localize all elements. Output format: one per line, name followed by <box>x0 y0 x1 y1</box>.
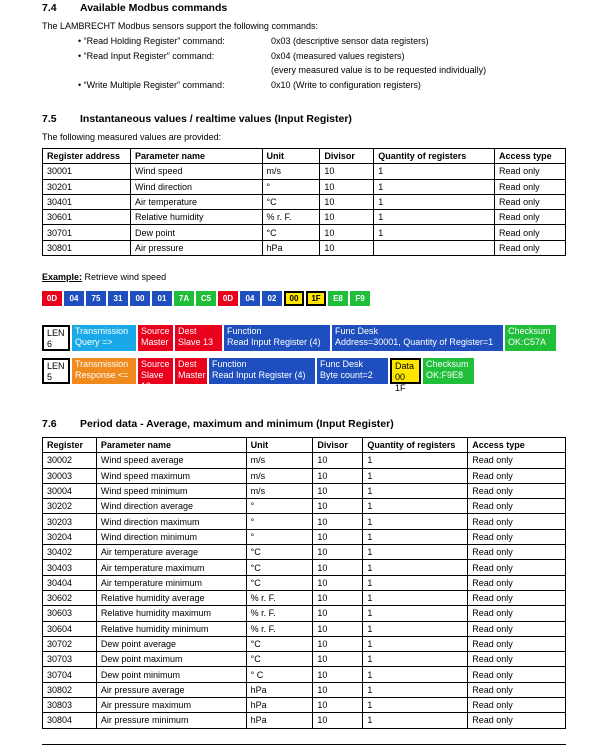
table-cell: 10 <box>313 545 363 560</box>
frame-cell-label: Dest <box>178 326 197 336</box>
table-cell: 10 <box>313 560 363 575</box>
table-cell: Read only <box>468 590 566 605</box>
frame-cell <box>138 358 173 391</box>
byte-cell: 31 <box>108 291 128 306</box>
table-cell: 10 <box>313 514 363 529</box>
section-number: 7.6 <box>42 418 57 430</box>
frame-cell-value: Query => <box>75 337 113 347</box>
table-cell: Wind speed <box>130 164 262 179</box>
example-text: Retrieve wind speed <box>82 272 167 282</box>
table-cell: 1 <box>363 667 468 682</box>
table-cell: % r. F. <box>246 606 313 621</box>
table-cell: 30703 <box>43 652 97 667</box>
table-cell: 1 <box>363 713 468 728</box>
table-cell: Relative humidity average <box>96 590 246 605</box>
byte-cell: 1F <box>306 291 326 306</box>
frame-cell-label: Checksum <box>508 326 551 336</box>
table-cell: Read only <box>468 514 566 529</box>
table-cell: Wind speed maximum <box>96 468 246 483</box>
table-cell: 30603 <box>43 606 97 621</box>
table-cell <box>374 240 495 255</box>
command-name: • “Read Input Register” command: <box>78 51 215 61</box>
command-note: (every measured value is to be requested individually) <box>271 65 487 75</box>
table-row <box>43 636 566 651</box>
table-cell: m/s <box>246 453 313 468</box>
table-row <box>43 179 566 194</box>
table-cell: °C <box>246 575 313 590</box>
frame-cell-value: Master <box>178 370 206 380</box>
table-cell: 10 <box>313 636 363 651</box>
table-row <box>43 621 566 636</box>
example-caption <box>42 272 166 282</box>
byte-cell: 00 <box>130 291 150 306</box>
frame-cell-value: OK:F9E8 <box>426 370 464 380</box>
frame-cell <box>423 358 474 384</box>
table-cell: Air temperature <box>130 194 262 209</box>
byte-cell: 04 <box>64 291 84 306</box>
table-cell: Read only <box>468 575 566 590</box>
frame-cell <box>317 358 388 384</box>
table-cell: 1 <box>363 499 468 514</box>
byte-cell: C5 <box>196 291 216 306</box>
table-cell: ° <box>246 499 313 514</box>
table-row <box>43 499 566 514</box>
table-cell: 10 <box>313 483 363 498</box>
table-row <box>43 667 566 682</box>
table-cell: hPa <box>246 713 313 728</box>
table-row <box>43 560 566 575</box>
table-cell: °C <box>262 225 320 240</box>
table-cell: 30002 <box>43 453 97 468</box>
table-cell: 1 <box>363 698 468 713</box>
frame-cell <box>175 325 222 351</box>
frame-cell-label: LEN <box>47 361 65 371</box>
frame-cell-value: Address=30001, Quantity of Register=1 <box>335 337 494 347</box>
table-cell: 30604 <box>43 621 97 636</box>
table-cell: 10 <box>320 179 374 194</box>
column-header: Register address <box>43 149 131 164</box>
table-cell: Air pressure average <box>96 682 246 697</box>
table-cell: ° <box>262 179 320 194</box>
table-cell: 10 <box>313 468 363 483</box>
table-cell: 1 <box>374 164 495 179</box>
table-cell: Read only <box>468 560 566 575</box>
table-cell: ° <box>246 529 313 544</box>
byte-cell: 0D <box>42 291 62 306</box>
column-header: Unit <box>246 438 313 453</box>
table-cell: Read only <box>495 210 566 225</box>
table-cell: m/s <box>262 164 320 179</box>
frame-cell <box>505 325 556 351</box>
table-cell: Wind direction maximum <box>96 514 246 529</box>
table-cell: 10 <box>313 606 363 621</box>
table-cell: 10 <box>320 225 374 240</box>
table-cell: 30701 <box>43 225 131 240</box>
column-header: Quantity of registers <box>374 149 495 164</box>
table-cell: Air pressure minimum <box>96 713 246 728</box>
table-cell: Read only <box>468 652 566 667</box>
byte-sequence <box>42 291 372 306</box>
column-header: Divisor <box>320 149 374 164</box>
command-name: • “Read Holding Register” command: <box>78 36 225 46</box>
table-cell: 10 <box>313 621 363 636</box>
table-cell: 30401 <box>43 194 131 209</box>
table-cell: °C <box>246 636 313 651</box>
table-cell: 10 <box>320 194 374 209</box>
frame-cell-value: 00 1F <box>395 372 406 393</box>
table-cell: 10 <box>320 240 374 255</box>
column-header: Unit <box>262 149 320 164</box>
table-cell: % r. F. <box>262 210 320 225</box>
table-cell: 1 <box>363 514 468 529</box>
table-cell: 10 <box>313 499 363 514</box>
table-cell: 30001 <box>43 164 131 179</box>
table-cell: Read only <box>468 698 566 713</box>
table-row <box>43 698 566 713</box>
table-cell: 30402 <box>43 545 97 560</box>
table-cell: Read only <box>468 621 566 636</box>
table-cell: °C <box>246 560 313 575</box>
table-cell: 1 <box>363 652 468 667</box>
table-cell: Relative humidity maximum <box>96 606 246 621</box>
example-label: Example: <box>42 272 83 282</box>
table-cell: 10 <box>313 575 363 590</box>
table-cell: 30802 <box>43 682 97 697</box>
table-row <box>43 468 566 483</box>
table-cell: 10 <box>313 652 363 667</box>
byte-cell: E8 <box>328 291 348 306</box>
frame-cell-value: Slave 13 <box>178 337 214 347</box>
table-cell: 10 <box>313 682 363 697</box>
frame-cell-label: Transmission <box>75 326 129 336</box>
measured-values-intro: The following measured values are provided: <box>42 132 222 142</box>
table-cell: Air pressure <box>130 240 262 255</box>
table-cell: 1 <box>363 453 468 468</box>
section-title: Available Modbus commands <box>80 2 228 14</box>
table-cell: °C <box>262 194 320 209</box>
table-cell: Wind speed average <box>96 453 246 468</box>
column-header: Divisor <box>313 438 363 453</box>
section-heading-7-6 <box>42 418 394 430</box>
table-row <box>43 225 566 240</box>
table-cell: Dew point average <box>96 636 246 651</box>
table-cell: 30403 <box>43 560 97 575</box>
frame-cell <box>175 358 207 384</box>
table-cell: 1 <box>363 468 468 483</box>
frame-cell-label: Function <box>212 359 247 369</box>
command-code: 0x10 (Write to configuration registers) <box>271 80 421 90</box>
table-cell: Read only <box>495 240 566 255</box>
table-row <box>43 682 566 697</box>
table-cell: 1 <box>363 606 468 621</box>
table-row <box>43 453 566 468</box>
frame-cell <box>224 325 330 351</box>
table-row <box>43 606 566 621</box>
frame-cell-value: Slave 13 <box>141 370 164 391</box>
table-cell: 10 <box>313 698 363 713</box>
command-code: 0x04 (measured values registers) <box>271 51 405 61</box>
table-cell: 10 <box>313 590 363 605</box>
table-row <box>43 483 566 498</box>
column-header: Parameter name <box>130 149 262 164</box>
table-row <box>43 652 566 667</box>
table-cell: % r. F. <box>246 621 313 636</box>
table-cell: Read only <box>468 667 566 682</box>
frame-cell-label: Func Desk <box>320 359 364 369</box>
table-cell: Read only <box>468 529 566 544</box>
table-row <box>43 575 566 590</box>
byte-cell: 04 <box>240 291 260 306</box>
frame-cell-label: Dest <box>178 359 197 369</box>
table-cell: 1 <box>374 194 495 209</box>
column-header: Access type <box>495 149 566 164</box>
frame-cell-value: 5 <box>47 372 53 382</box>
table-cell: Read only <box>468 606 566 621</box>
table-cell: Air temperature maximum <box>96 560 246 575</box>
table-cell: 30204 <box>43 529 97 544</box>
table-cell: Read only <box>495 179 566 194</box>
table-cell: 30004 <box>43 483 97 498</box>
table-cell: Read only <box>468 483 566 498</box>
section-heading-7-4 <box>42 2 227 14</box>
period-data-table <box>42 437 566 729</box>
table-cell: Dew point minimum <box>96 667 246 682</box>
frame-cell-value: Master <box>141 337 169 347</box>
table-cell: 1 <box>363 682 468 697</box>
table-row <box>43 529 566 544</box>
column-header: Access type <box>468 438 566 453</box>
commands-intro: The LAMBRECHT Modbus sensors support the following commands: <box>42 21 318 31</box>
byte-cell: 01 <box>152 291 172 306</box>
table-cell: 1 <box>363 636 468 651</box>
table-cell: 1 <box>363 590 468 605</box>
frame-cell-value: Read Input Register (4) <box>227 337 321 347</box>
command-name: • “Write Multiple Register” command: <box>78 80 225 90</box>
frame-cell-value: 6 <box>47 339 53 349</box>
frame-cell <box>390 358 421 393</box>
table-cell: 10 <box>313 529 363 544</box>
frame-cell-value: Response <= <box>75 370 129 380</box>
table-cell: Relative humidity <box>130 210 262 225</box>
table-cell: 30801 <box>43 240 131 255</box>
table-row <box>43 713 566 728</box>
byte-cell: 0D <box>218 291 238 306</box>
table-cell: hPa <box>246 698 313 713</box>
table-cell: Dew point maximum <box>96 652 246 667</box>
table-cell: 1 <box>363 483 468 498</box>
section-number: 7.4 <box>42 2 57 14</box>
byte-cell: 7A <box>174 291 194 306</box>
table-cell: Read only <box>468 713 566 728</box>
table-row <box>43 210 566 225</box>
table-cell: 1 <box>374 179 495 194</box>
frame-cell <box>138 325 173 351</box>
table-header-row <box>43 438 566 453</box>
table-row <box>43 545 566 560</box>
byte-cell: 00 <box>284 291 304 306</box>
table-cell: 1 <box>363 575 468 590</box>
column-header: Parameter name <box>96 438 246 453</box>
table-cell: Relative humidity minimum <box>96 621 246 636</box>
table-cell: m/s <box>246 483 313 498</box>
table-cell: 30203 <box>43 514 97 529</box>
table-cell: Read only <box>468 636 566 651</box>
frame-cell <box>72 325 136 351</box>
table-cell: hPa <box>246 682 313 697</box>
table-row <box>43 514 566 529</box>
table-header-row <box>43 149 566 164</box>
table-cell: % r. F. <box>246 590 313 605</box>
frame-cell-label: Data <box>395 361 415 371</box>
table-cell: m/s <box>246 468 313 483</box>
byte-cell: F9 <box>350 291 370 306</box>
table-cell: 30602 <box>43 590 97 605</box>
response-frame <box>42 358 476 393</box>
table-cell: Wind direction average <box>96 499 246 514</box>
byte-cell: 02 <box>262 291 282 306</box>
table-cell: 30003 <box>43 468 97 483</box>
table-cell: 30201 <box>43 179 131 194</box>
table-cell: Read only <box>495 225 566 240</box>
frame-cell <box>42 325 70 351</box>
section-number: 7.5 <box>42 113 57 125</box>
frame-cell-label: Source <box>141 326 170 336</box>
table-cell: Wind speed minimum <box>96 483 246 498</box>
frame-cell-label: Checksum <box>426 359 469 369</box>
frame-cell-label: LEN <box>47 328 65 338</box>
table-cell: °C <box>246 652 313 667</box>
byte-cell: 75 <box>86 291 106 306</box>
command-code: 0x03 (descriptive sensor data registers) <box>271 36 429 46</box>
frame-cell <box>42 358 70 384</box>
realtime-values-table <box>42 148 566 256</box>
table-cell: ° <box>246 514 313 529</box>
page-footer-rule <box>42 744 566 745</box>
table-cell: 1 <box>374 210 495 225</box>
table-cell: 10 <box>313 667 363 682</box>
table-cell: 10 <box>320 164 374 179</box>
table-row <box>43 164 566 179</box>
table-cell: 30601 <box>43 210 131 225</box>
table-cell: hPa <box>262 240 320 255</box>
table-cell: Read only <box>495 194 566 209</box>
table-cell: 30702 <box>43 636 97 651</box>
frame-cell-label: Function <box>227 326 262 336</box>
table-cell: Wind direction <box>130 179 262 194</box>
query-frame <box>42 325 558 351</box>
table-row <box>43 194 566 209</box>
table-row <box>43 590 566 605</box>
table-row <box>43 240 566 255</box>
table-cell: Read only <box>468 545 566 560</box>
table-cell: 10 <box>313 453 363 468</box>
table-cell: Air temperature minimum <box>96 575 246 590</box>
table-cell: Read only <box>495 164 566 179</box>
frame-cell-value: Byte count=2 <box>320 370 373 380</box>
table-cell: 1 <box>363 529 468 544</box>
section-heading-7-5 <box>42 113 352 125</box>
table-cell: 30803 <box>43 698 97 713</box>
table-cell: Read only <box>468 499 566 514</box>
table-cell: 10 <box>313 713 363 728</box>
frame-cell-label: Transmission <box>75 359 129 369</box>
table-cell: Wind direction minimum <box>96 529 246 544</box>
table-cell: Air temperature average <box>96 545 246 560</box>
column-header: Quantity of registers <box>363 438 468 453</box>
frame-cell <box>332 325 503 351</box>
frame-cell <box>72 358 136 384</box>
table-cell: 30804 <box>43 713 97 728</box>
table-cell: 1 <box>363 545 468 560</box>
table-cell: ° C <box>246 667 313 682</box>
section-title: Instantaneous values / realtime values (Input Register) <box>80 113 352 125</box>
frame-cell-label: Source <box>141 359 170 369</box>
table-cell: 30704 <box>43 667 97 682</box>
frame-cell-value: Read Input Register (4) <box>212 370 306 380</box>
table-cell: 1 <box>363 560 468 575</box>
column-header: Register <box>43 438 97 453</box>
table-cell: 30202 <box>43 499 97 514</box>
table-cell: Read only <box>468 453 566 468</box>
section-title: Period data - Average, maximum and minimum (Input Register) <box>80 418 394 430</box>
table-cell: 30404 <box>43 575 97 590</box>
table-cell: Air pressure maximum <box>96 698 246 713</box>
table-cell: °C <box>246 545 313 560</box>
table-cell: Read only <box>468 682 566 697</box>
table-cell: 1 <box>363 621 468 636</box>
frame-cell-label: Func Desk <box>335 326 379 336</box>
table-cell: Dew point <box>130 225 262 240</box>
frame-cell <box>209 358 315 384</box>
table-cell: 10 <box>320 210 374 225</box>
table-cell: 1 <box>374 225 495 240</box>
frame-cell-value: OK:C57A <box>508 337 547 347</box>
table-cell: Read only <box>468 468 566 483</box>
